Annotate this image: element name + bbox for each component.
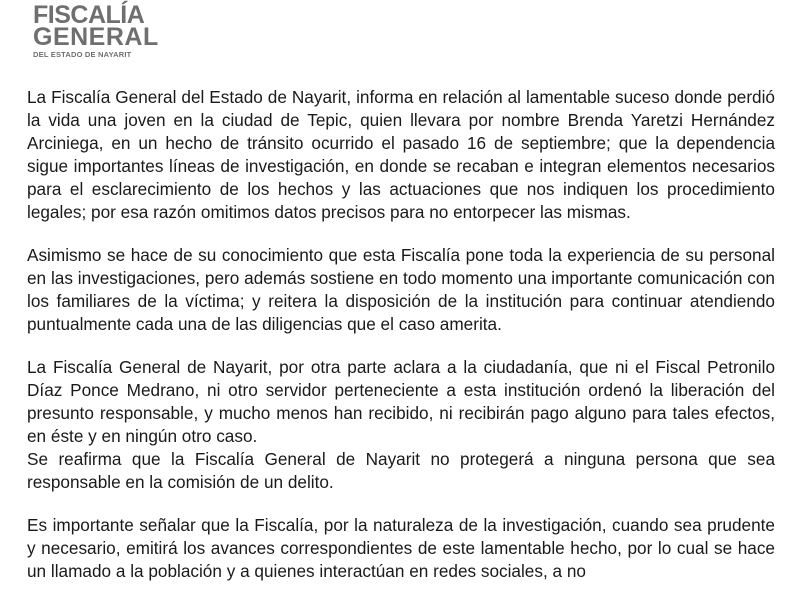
paragraph-updates: Es importante señalar que la Fiscalía, por la naturaleza de la investigación, cuando sea prudente y necesario, emitirá los avances correspondientes de este lamentable hecho, por lo cual se hace un llamado a la población y a quienes interactúan en redes sociales, a no (27, 515, 775, 581)
paragraph-intro: La Fiscalía General del Estado de Nayarit, informa en relación al lamentable suceso donde perdió la vida una joven en la ciudad de Tepic, quien llevara por nombre Brenda Yaretzi Hernández Arciniega, en un hecho de tránsito ocurrido el pasado 16 de septiembre; que la dependencia sigue importantes líneas de investigación, en donde se recaban e integran elementos necesarios para el esclarecimiento de los hechos y las actuaciones que nos indiquen los procedimiento legales; por esa razón omitimos datos precisos para no entorpecer las mismas. (27, 87, 775, 222)
paragraph-reaffirmation: Se reafirma que la Fiscalía General de Nayarit no protegerá a ninguna persona que sea responsable en la comisión de un delito. (27, 449, 775, 492)
logo-subtitle: DEL ESTADO DE NAYARIT (33, 50, 132, 59)
paragraph-clarification: La Fiscalía General de Nayarit, por otra parte aclara a la ciudadanía, que ni el Fiscal Petronilo Díaz Ponce Medrano, ni otro servidor perteneciente a esta institución ordenó la liberación del presunto responsable, y mucho menos han recibido, ni recibirán pago alguno para tales efectos, en éste y en ningún otro caso. (27, 357, 775, 446)
press-release-body (27, 86, 775, 600)
logo-title-line2: GENERAL (33, 23, 159, 51)
fiscalia-logo (33, 1, 163, 59)
logo-title-line1: FISCALÍA (33, 1, 145, 29)
paragraph-experience: Asimismo se hace de su conocimiento que esta Fiscalía pone toda la experiencia de su personal en las investigaciones, pero además sostiene en todo momento una importante comunicación con los familiares de la víctima; y reitera la disposición de la institución para continuar atendiendo puntualmente cada una de las diligencias que el caso amerita. (27, 245, 775, 334)
